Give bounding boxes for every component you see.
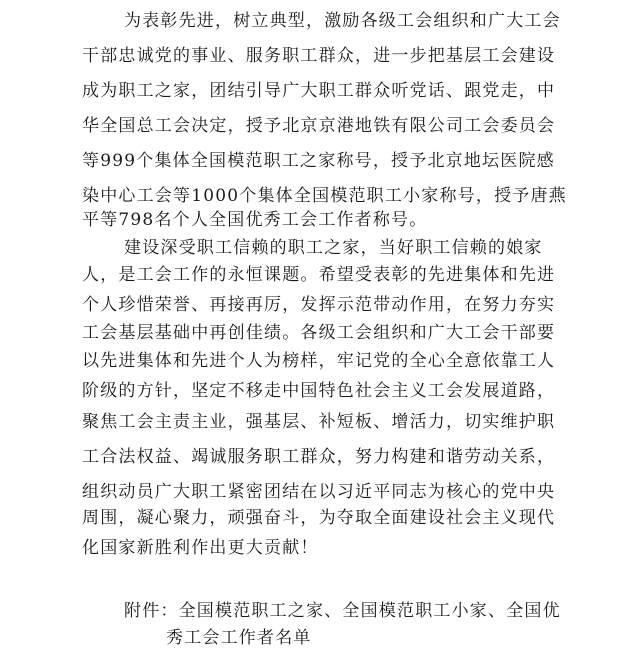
paragraph-2-line-6: 阶级的方针，坚定不移走中国特色社会主义工会发展道路，: [82, 381, 556, 401]
paragraph-1-line-5: 等999个集体全国模范职工之家称号，授予北京地坛医院感: [82, 151, 555, 171]
paragraph-1-line-1: 为表彰先进，树立典型，激励各级工会组织和广大工会: [124, 11, 561, 31]
attachment-line-2: 秀工会工作者名单: [166, 628, 312, 648]
paragraph-2-line-8: 工合法权益、竭诚服务职工群众，努力构建和谐劳动关系，: [82, 447, 556, 467]
paragraph-2-line-5: 以先进集体和先进个人为榜样，牢记党的全心全意依靠工人: [82, 351, 556, 371]
paragraph-2-line-7: 聚焦工会主责主业，强基层、补短板、增活力，切实维护职: [82, 412, 556, 432]
paragraph-2-line-4: 工会基层基础中再创佳绩。各级工会组织和广大工会干部要: [82, 323, 556, 343]
paragraph-2-line-9: 组织动员广大职工紧密团结在以习近平同志为核心的党中央: [82, 482, 556, 502]
paragraph-2-line-1: 建设深受职工信赖的职工之家，当好职工信赖的娘家: [124, 238, 543, 258]
paragraph-2-line-3: 个人珍惜荣誉、再接再厉，发挥示范带动作用，在努力夯实: [82, 295, 556, 315]
paragraph-1-line-7: 平等798名个人全国优秀工会工作者称号。: [82, 210, 428, 230]
paragraph-1-line-2: 干部忠诚党的事业、服务职工群众，进一步把基层工会建设: [82, 46, 556, 66]
paragraph-1-line-3: 成为职工之家，团结引导广大职工群众听党话、跟党走，中: [82, 81, 556, 101]
attachment-line-1: 附件：全国模范职工之家、全国模范职工小家、全国优: [124, 601, 561, 621]
paragraph-1-line-4: 华全国总工会决定，授予北京京港地铁有限公司工会委员会: [82, 116, 556, 136]
paragraph-2-line-2: 人，是工会工作的永恒课题。希望受表彰的先进集体和先进: [82, 265, 556, 285]
paragraph-1-line-6: 染中心工会等1000个集体全国模范职工小家称号，授予唐燕: [82, 186, 567, 206]
paragraph-2-line-10: 周围，凝心聚力，顽强奋斗，为夺取全面建设社会主义现代: [82, 508, 556, 528]
paragraph-2-line-11: 化国家新胜利作出更大贡献！: [82, 538, 319, 558]
